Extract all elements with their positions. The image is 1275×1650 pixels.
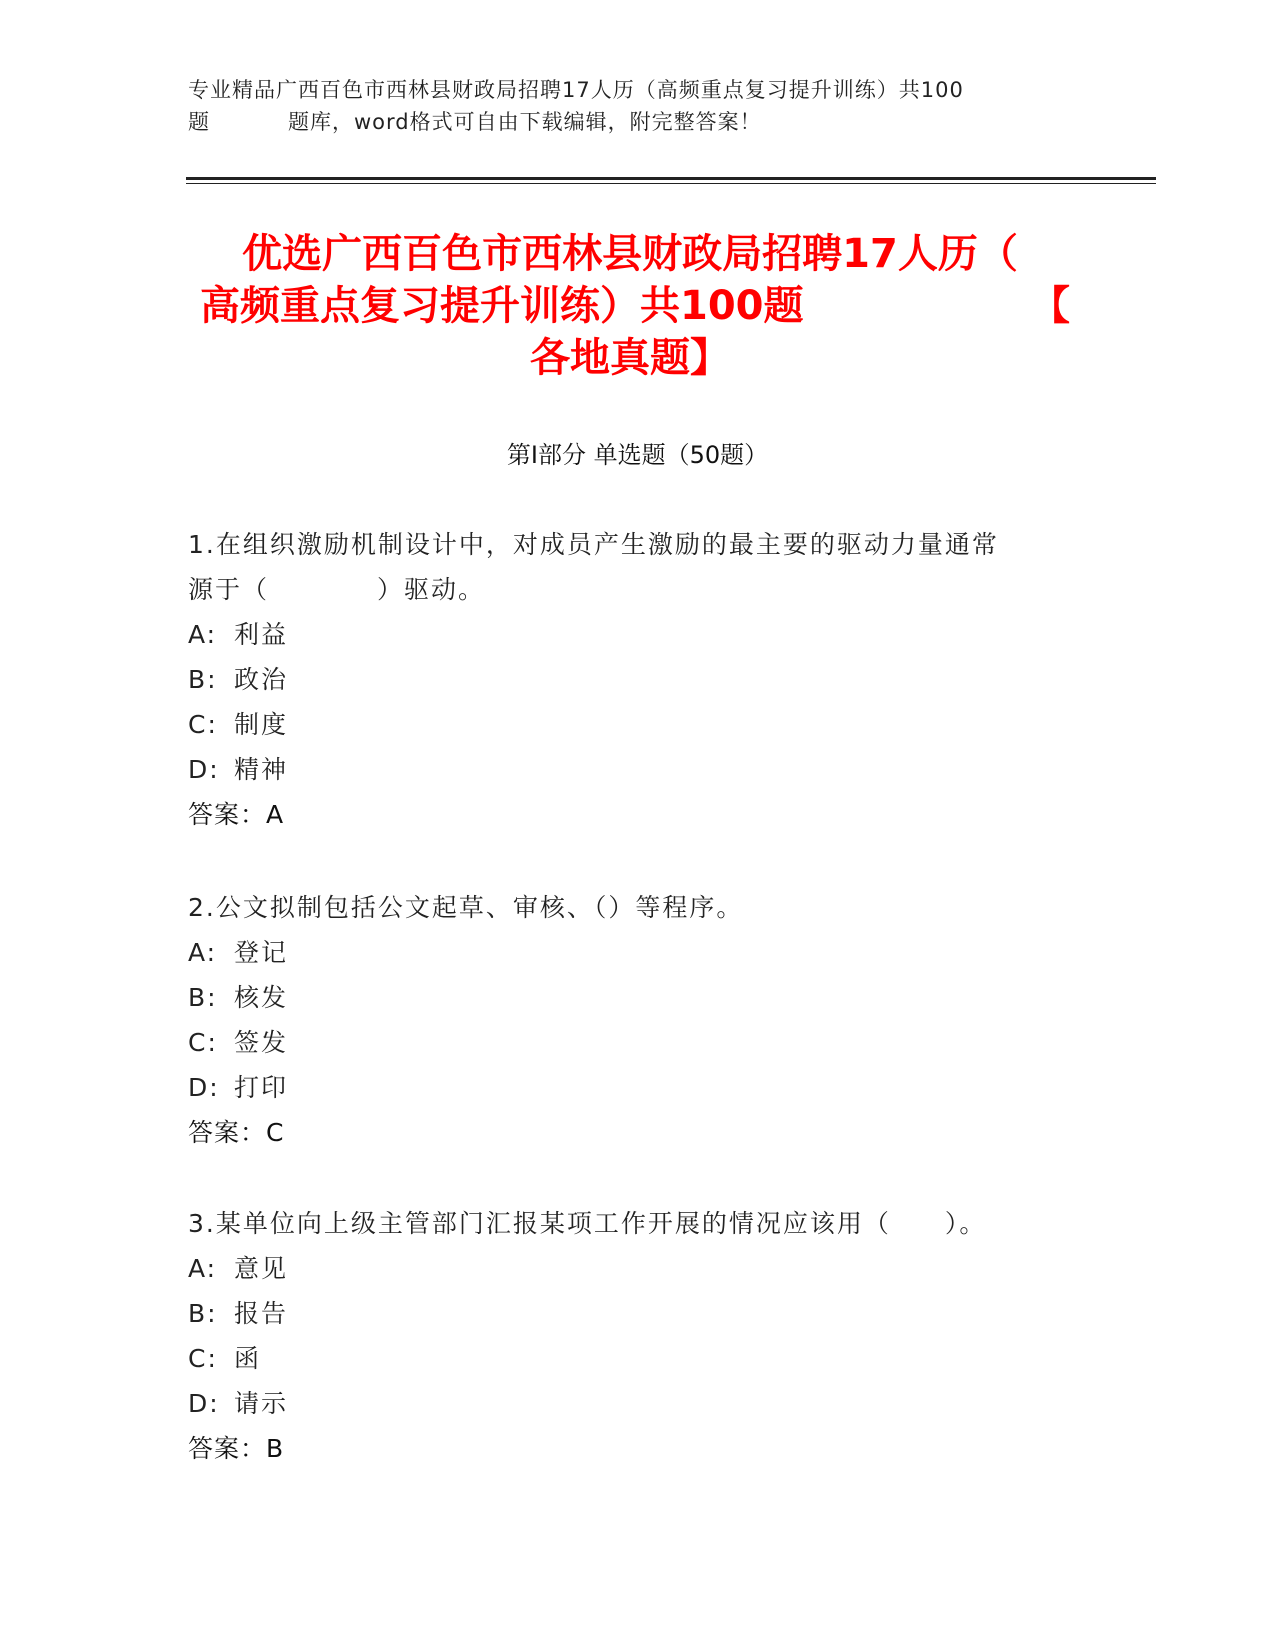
title-line2: [180, 280, 1080, 332]
option-text: 意见: [234, 1254, 289, 1283]
option-key: A:: [188, 1254, 218, 1283]
title-line1: 优选广西百色市西林县财政局招聘17人历（: [242, 231, 1018, 277]
option-c: [188, 702, 1088, 747]
header-note-line2-text: 题库，word格式可自由下载编辑，附完整答案！: [288, 110, 762, 134]
answer-line: 答案：A: [188, 800, 285, 829]
question-1: [188, 522, 1088, 837]
option-text: 报告: [234, 1299, 289, 1328]
option-key: B:: [188, 1299, 218, 1328]
option-text: 制度: [234, 710, 289, 739]
option-key: D:: [188, 1389, 220, 1418]
option-text: 政治: [234, 665, 289, 694]
option-text: 请示: [234, 1389, 289, 1418]
option-text: 函: [234, 1344, 262, 1373]
header-note-gap: [210, 106, 288, 138]
header-note-line1: 专业精品广西百色市西林县财政局招聘17人历（高频重点复习提升训练）共100: [188, 78, 964, 102]
question-3: [188, 1201, 1088, 1471]
header-note-line2: [188, 106, 1088, 138]
option-text: 利益: [234, 620, 289, 649]
header-note: [188, 74, 1088, 138]
option-text: 签发: [234, 1028, 289, 1057]
question-stem: 2.公文拟制包括公文起草、审核、（）等程序。: [188, 893, 744, 922]
option-key: D:: [188, 1073, 220, 1102]
option-text: 打印: [234, 1073, 289, 1102]
question-stem-continued: 源于（ ）驱动。: [188, 575, 486, 604]
option-key: C:: [188, 1028, 218, 1057]
option-key: B:: [188, 983, 218, 1012]
option-key: A:: [188, 620, 218, 649]
option-c: [188, 1336, 1088, 1381]
option-c: [188, 1020, 1088, 1065]
option-a: [188, 930, 1088, 975]
option-text: 登记: [234, 938, 289, 967]
option-d: [188, 747, 1088, 792]
option-key: C:: [188, 1344, 218, 1373]
title-line3: 各地真题】: [530, 335, 730, 381]
title-line2-text: 高频重点复习提升训练）共100题: [200, 283, 804, 329]
option-a: [188, 1246, 1088, 1291]
option-b: [188, 975, 1088, 1020]
header-divider-thick: [186, 177, 1156, 180]
option-key: D:: [188, 755, 220, 784]
option-key: A:: [188, 938, 218, 967]
header-divider-thin: [186, 183, 1156, 184]
title-line2-bracket: 【: [1030, 283, 1070, 329]
option-b: [188, 1291, 1088, 1336]
answer-line: 答案：C: [188, 1118, 285, 1147]
option-text: 精神: [234, 755, 289, 784]
option-d: [188, 1381, 1088, 1426]
option-key: B:: [188, 665, 218, 694]
question-stem: 3.某单位向上级主管部门汇报某项工作开展的情况应该用（ ）。: [188, 1209, 987, 1238]
option-key: C:: [188, 710, 218, 739]
answer-line: 答案：B: [188, 1434, 285, 1463]
document-title: [180, 228, 1080, 384]
option-a: [188, 612, 1088, 657]
option-d: [188, 1065, 1088, 1110]
header-note-line2-start: 题: [188, 110, 210, 134]
option-text: 核发: [234, 983, 289, 1012]
section-heading: 第Ⅰ部分 单选题（50题）: [506, 441, 769, 469]
option-b: [188, 657, 1088, 702]
question-stem: 1.在组织激励机制设计中，对成员产生激励的最主要的驱动力量通常: [188, 530, 999, 559]
question-2: [188, 885, 1088, 1155]
